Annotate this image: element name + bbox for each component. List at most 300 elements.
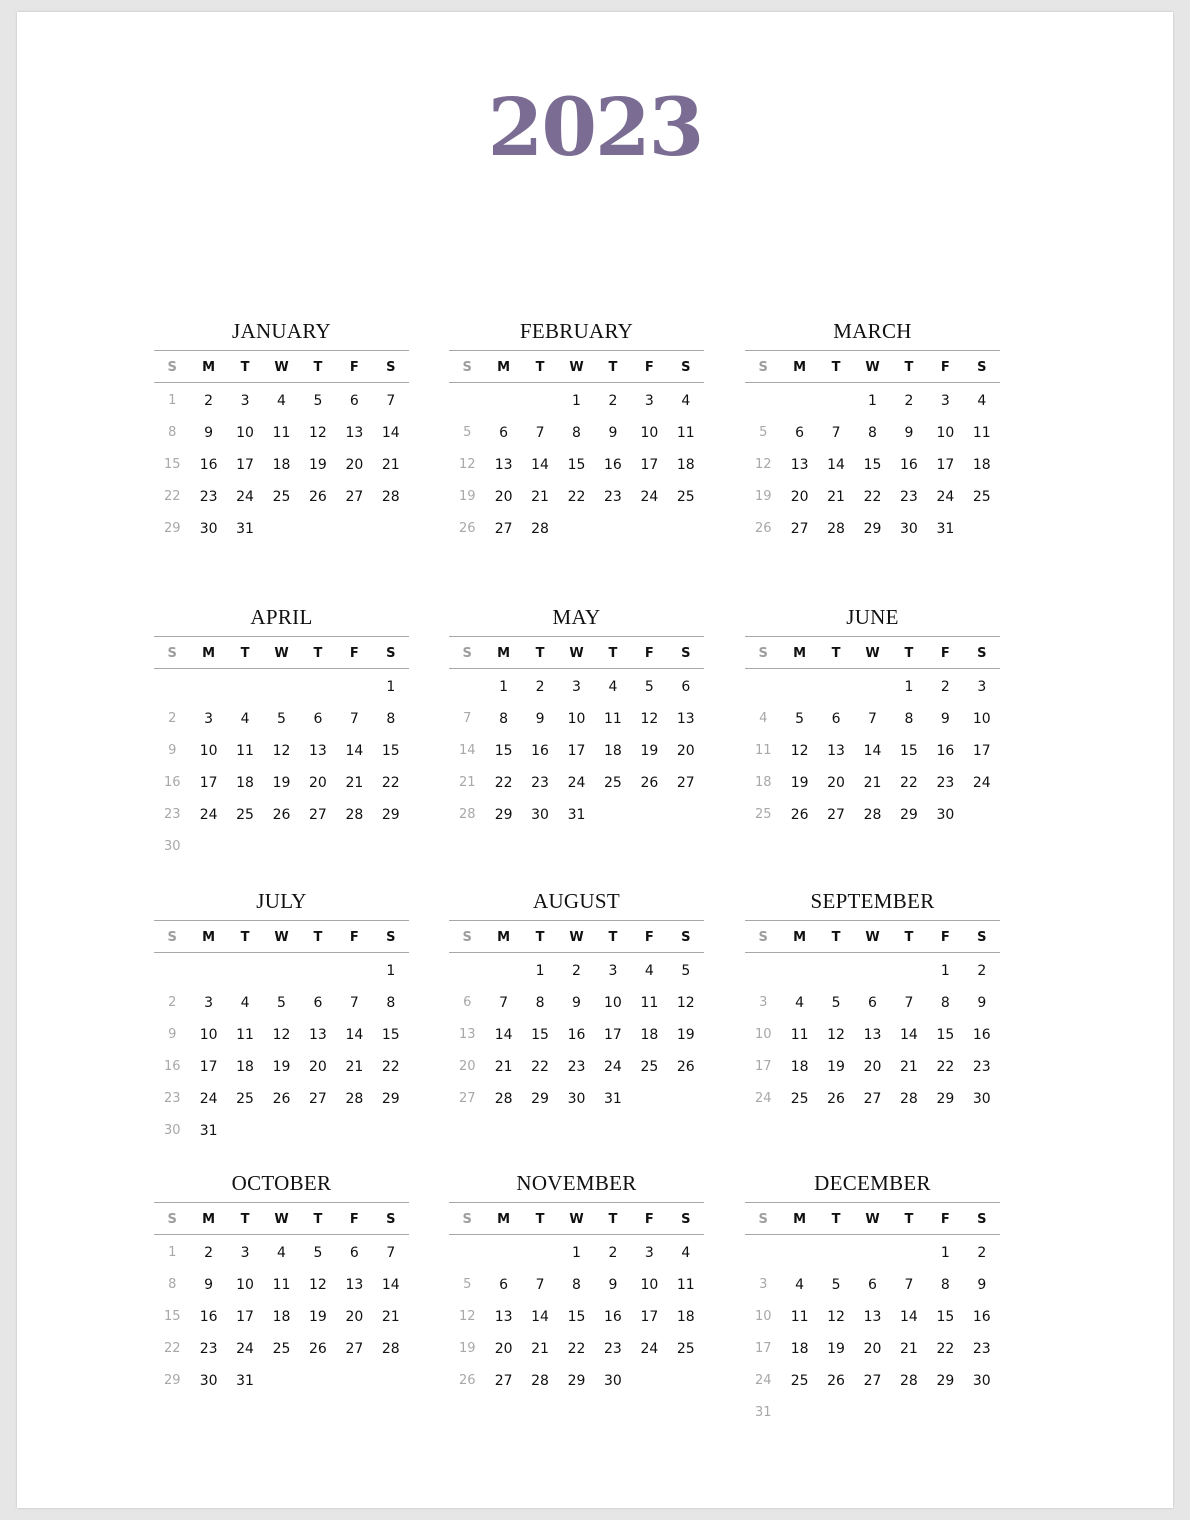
date-cell: 28	[900, 1091, 918, 1107]
date-cell: 15	[567, 1309, 586, 1325]
date-cell: 26	[827, 1091, 845, 1107]
empty-day-cell	[781, 1237, 817, 1269]
date-cell: 3	[204, 711, 214, 727]
date-cell: 11	[972, 425, 991, 441]
month-february	[449, 317, 704, 545]
sunday-date-cell: 23	[163, 1091, 181, 1106]
date-cell: 28	[381, 489, 400, 505]
date-cell: 15	[936, 1309, 955, 1325]
date-cell: 20	[345, 1309, 364, 1325]
date-cell: 3	[572, 679, 581, 695]
date-cell: 15	[936, 1027, 955, 1043]
date-cell: 19	[272, 775, 291, 791]
date-cell: 21	[531, 489, 549, 505]
weekday-header-row	[449, 922, 704, 952]
date-cell: 15	[863, 457, 882, 473]
empty-day-cell	[818, 671, 854, 703]
sunday-date-cell: 19	[458, 1341, 476, 1356]
date-cell: 19	[272, 1059, 291, 1075]
date-cell: 1	[386, 963, 396, 979]
weekday-header: F	[940, 929, 950, 945]
date-cell: 30	[199, 1373, 218, 1389]
date-cell: 29	[381, 807, 400, 823]
month-top-rule	[154, 1202, 409, 1203]
empty-day-cell	[818, 1237, 854, 1269]
date-cell: 25	[272, 1341, 291, 1357]
date-cell: 8	[535, 995, 545, 1011]
month-top-rule	[449, 636, 704, 637]
date-cell: 13	[827, 743, 845, 759]
sunday-date-cell: 9	[168, 1027, 177, 1042]
date-cell: 27	[345, 489, 364, 505]
date-cell: 6	[349, 393, 359, 409]
date-cell: 16	[199, 457, 218, 473]
date-cell: 14	[345, 743, 364, 759]
date-cell: 5	[644, 679, 654, 695]
sunday-date-cell: 5	[759, 425, 768, 440]
sunday-date-cell: 9	[168, 743, 177, 758]
month-title: DECEMBER	[814, 1171, 931, 1195]
date-cell: 16	[972, 1309, 991, 1325]
weekday-header: W	[569, 1211, 584, 1227]
date-cell: 9	[535, 711, 545, 727]
date-cell: 2	[572, 963, 581, 979]
weekday-header: W	[274, 1211, 289, 1227]
date-cell: 19	[790, 775, 809, 791]
sunday-date-cell: 12	[458, 457, 476, 472]
date-cell: 18	[272, 457, 291, 473]
weekday-header: T	[904, 359, 914, 375]
date-cell: 15	[381, 743, 400, 759]
date-cell: 22	[381, 775, 400, 791]
date-cell: 19	[309, 457, 327, 473]
date-cell: 20	[494, 1341, 513, 1357]
empty-day-cell	[263, 671, 299, 703]
date-cell: 7	[499, 995, 509, 1011]
date-cell: 18	[972, 457, 991, 473]
weekday-header: T	[831, 645, 841, 661]
date-cell: 6	[313, 995, 323, 1011]
date-cell: 2	[608, 393, 618, 409]
date-cell: 28	[494, 1091, 513, 1107]
date-cell: 17	[199, 775, 218, 791]
empty-day-cell	[300, 671, 336, 703]
date-cell: 9	[608, 425, 618, 441]
date-cell: 4	[681, 393, 691, 409]
weekday-header: W	[274, 929, 289, 945]
weekday-header-row	[745, 1204, 1000, 1234]
days-grid	[449, 385, 704, 545]
month-top-rule	[154, 636, 409, 637]
date-cell: 11	[790, 1027, 809, 1043]
date-cell: 21	[863, 775, 882, 791]
date-cell: 4	[681, 1245, 691, 1261]
date-cell: 21	[345, 1059, 364, 1075]
empty-day-cell	[781, 385, 817, 417]
date-cell: 29	[567, 1373, 586, 1389]
sunday-date-cell: 3	[759, 995, 768, 1010]
date-cell: 11	[790, 1309, 809, 1325]
date-cell: 23	[604, 489, 622, 505]
weekday-header: T	[904, 929, 914, 945]
date-cell: 6	[349, 1245, 359, 1261]
sunday-date-cell: 19	[754, 489, 772, 504]
date-cell: 10	[640, 425, 659, 441]
weekday-header: T	[240, 1211, 250, 1227]
date-cell: 21	[827, 489, 845, 505]
date-cell: 29	[900, 807, 918, 823]
weekday-header: S	[167, 929, 177, 945]
weekday-header: M	[497, 645, 511, 661]
date-cell: 21	[494, 1059, 513, 1075]
sunday-date-cell: 4	[759, 711, 768, 726]
weekday-header: S	[977, 929, 987, 945]
date-cell: 2	[204, 1245, 214, 1261]
date-cell: 13	[345, 425, 364, 441]
date-cell: 9	[204, 425, 214, 441]
date-cell: 21	[381, 457, 400, 473]
month-november	[449, 1169, 704, 1397]
date-cell: 3	[240, 393, 250, 409]
month-october	[154, 1169, 409, 1397]
empty-day-cell	[781, 955, 817, 987]
date-cell: 1	[904, 679, 914, 695]
sunday-date-cell: 5	[463, 1277, 472, 1292]
weekday-header-row	[154, 352, 409, 382]
sunday-date-cell: 6	[463, 995, 472, 1010]
date-cell: 4	[277, 393, 286, 409]
weekday-header: S	[758, 1211, 768, 1227]
weekday-header: T	[608, 1211, 618, 1227]
weekday-header: T	[240, 359, 250, 375]
date-cell: 16	[604, 1309, 622, 1325]
empty-day-cell	[227, 671, 263, 703]
sunday-date-cell: 8	[168, 425, 177, 440]
date-cell: 13	[494, 457, 513, 473]
date-cell: 3	[204, 995, 214, 1011]
weekday-header: W	[865, 645, 880, 661]
sunday-date-cell: 2	[168, 711, 177, 726]
sunday-date-cell: 1	[168, 1245, 177, 1260]
date-cell: 9	[977, 1277, 987, 1293]
date-cell: 27	[494, 1373, 513, 1389]
weekday-header: W	[569, 645, 584, 661]
weekday-header: F	[644, 1211, 654, 1227]
date-cell: 17	[972, 743, 991, 759]
weekday-header: S	[386, 359, 396, 375]
weekday-header: S	[386, 645, 396, 661]
date-cell: 20	[790, 489, 809, 505]
date-cell: 22	[381, 1059, 400, 1075]
date-cell: 9	[904, 425, 914, 441]
empty-day-cell	[745, 385, 781, 417]
date-cell: 17	[640, 1309, 659, 1325]
empty-day-cell	[891, 955, 927, 987]
date-cell: 15	[900, 743, 918, 759]
date-cell: 30	[972, 1091, 991, 1107]
date-cell: 21	[381, 1309, 400, 1325]
empty-day-cell	[300, 955, 336, 987]
date-cell: 1	[940, 963, 950, 979]
date-cell: 6	[868, 995, 877, 1011]
month-january	[154, 317, 409, 545]
weekday-header: S	[758, 359, 768, 375]
date-cell: 26	[272, 1091, 291, 1107]
date-cell: 3	[644, 1245, 654, 1261]
date-cell: 1	[940, 1245, 950, 1261]
date-cell: 25	[236, 807, 254, 823]
month-title: OCTOBER	[231, 1171, 332, 1195]
days-grid	[745, 385, 1000, 545]
date-cell: 4	[608, 679, 618, 695]
sunday-date-cell: 25	[754, 807, 772, 822]
date-cell: 5	[831, 1277, 841, 1293]
date-cell: 11	[272, 425, 291, 441]
date-cell: 20	[863, 1059, 882, 1075]
weekday-header: M	[497, 929, 511, 945]
date-cell: 4	[795, 995, 805, 1011]
weekday-header: F	[349, 645, 359, 661]
date-cell: 9	[940, 711, 950, 727]
date-cell: 29	[863, 521, 882, 537]
empty-day-cell	[818, 955, 854, 987]
date-cell: 3	[977, 679, 987, 695]
weekday-header-row	[449, 1204, 704, 1234]
month-title: JUNE	[846, 605, 899, 629]
date-cell: 14	[900, 1027, 918, 1043]
date-cell: 17	[640, 457, 659, 473]
date-cell: 27	[790, 521, 809, 537]
sunday-date-cell: 27	[458, 1091, 476, 1106]
date-cell: 4	[795, 1277, 805, 1293]
date-cell: 14	[381, 425, 400, 441]
date-cell: 10	[604, 995, 622, 1011]
weekday-header: F	[349, 929, 359, 945]
weekday-header: M	[202, 645, 216, 661]
date-cell: 19	[827, 1059, 845, 1075]
empty-day-cell	[522, 1237, 558, 1269]
date-cell: 20	[494, 489, 513, 505]
date-cell: 14	[531, 457, 549, 473]
weekday-header-row	[154, 922, 409, 952]
date-cell: 12	[790, 743, 809, 759]
month-header-rule	[449, 382, 704, 383]
date-cell: 2	[977, 963, 987, 979]
weekday-header: S	[977, 359, 987, 375]
date-cell: 12	[640, 711, 659, 727]
date-cell: 12	[272, 743, 291, 759]
empty-day-cell	[485, 955, 521, 987]
date-cell: 31	[936, 521, 955, 537]
date-cell: 20	[827, 775, 845, 791]
date-cell: 7	[535, 425, 545, 441]
date-cell: 26	[640, 775, 659, 791]
month-header-rule	[745, 668, 1000, 669]
date-cell: 1	[386, 679, 396, 695]
sunday-date-cell: 15	[163, 457, 181, 472]
date-cell: 13	[309, 1027, 327, 1043]
date-cell: 10	[236, 425, 254, 441]
sunday-date-cell: 8	[168, 1277, 177, 1292]
date-cell: 30	[567, 1091, 586, 1107]
sunday-date-cell: 10	[754, 1309, 772, 1324]
date-cell: 5	[831, 995, 841, 1011]
date-cell: 10	[567, 711, 586, 727]
date-cell: 20	[309, 1059, 327, 1075]
date-cell: 26	[676, 1059, 695, 1075]
days-grid	[154, 1237, 409, 1397]
date-cell: 7	[831, 425, 841, 441]
weekday-header: T	[240, 645, 250, 661]
date-cell: 7	[349, 711, 359, 727]
date-cell: 12	[309, 1277, 327, 1293]
date-cell: 28	[900, 1373, 918, 1389]
empty-day-cell	[336, 955, 372, 987]
sunday-date-cell: 30	[163, 1123, 181, 1138]
date-cell: 20	[345, 457, 364, 473]
date-cell: 6	[795, 425, 805, 441]
weekday-header: W	[274, 359, 289, 375]
date-cell: 16	[900, 457, 918, 473]
month-header-rule	[745, 1234, 1000, 1235]
sunday-date-cell: 1	[168, 393, 177, 408]
date-cell: 25	[676, 489, 695, 505]
date-cell: 19	[640, 743, 659, 759]
date-cell: 28	[345, 1091, 364, 1107]
date-cell: 3	[240, 1245, 250, 1261]
date-cell: 24	[199, 1091, 218, 1107]
month-title: AUGUST	[533, 889, 620, 913]
date-cell: 9	[608, 1277, 618, 1293]
date-cell: 16	[531, 743, 549, 759]
date-cell: 24	[604, 1059, 622, 1075]
weekday-header: F	[940, 1211, 950, 1227]
date-cell: 19	[827, 1341, 845, 1357]
weekday-header: S	[758, 645, 768, 661]
date-cell: 5	[795, 711, 805, 727]
date-cell: 20	[309, 775, 327, 791]
sunday-date-cell: 12	[458, 1309, 476, 1324]
date-cell: 22	[494, 775, 513, 791]
sunday-date-cell: 19	[458, 489, 476, 504]
date-cell: 27	[676, 775, 695, 791]
sunday-date-cell: 17	[754, 1341, 772, 1356]
date-cell: 30	[604, 1373, 622, 1389]
date-cell: 28	[345, 807, 364, 823]
date-cell: 31	[236, 521, 254, 537]
date-cell: 1	[572, 1245, 581, 1261]
date-cell: 27	[345, 1341, 364, 1357]
date-cell: 13	[676, 711, 695, 727]
weekday-header: S	[462, 359, 472, 375]
month-title: MARCH	[833, 319, 912, 343]
date-cell: 2	[608, 1245, 618, 1261]
days-grid	[745, 955, 1000, 1115]
sunday-date-cell: 29	[163, 521, 181, 536]
date-cell: 6	[681, 679, 691, 695]
days-grid	[154, 385, 409, 545]
date-cell: 11	[272, 1277, 291, 1293]
month-title: FEBRUARY	[519, 319, 634, 343]
date-cell: 13	[863, 1309, 882, 1325]
date-cell: 31	[199, 1123, 218, 1139]
date-cell: 14	[494, 1027, 513, 1043]
weekday-header: M	[497, 1211, 511, 1227]
date-cell: 24	[236, 489, 254, 505]
date-cell: 26	[827, 1373, 845, 1389]
date-cell: 15	[381, 1027, 400, 1043]
month-march	[745, 317, 1000, 545]
date-cell: 15	[531, 1027, 549, 1043]
date-cell: 27	[309, 1091, 327, 1107]
date-cell: 25	[790, 1091, 809, 1107]
empty-day-cell	[854, 1237, 890, 1269]
date-cell: 1	[868, 393, 877, 409]
empty-day-cell	[818, 385, 854, 417]
date-cell: 16	[936, 743, 955, 759]
weekday-header: T	[313, 645, 323, 661]
year-title: 2023	[487, 80, 703, 174]
date-cell: 22	[567, 1341, 586, 1357]
month-top-rule	[449, 350, 704, 351]
month-title: JULY	[256, 889, 307, 913]
weekday-header: M	[497, 359, 511, 375]
weekday-header-row	[154, 638, 409, 668]
weekday-header: S	[977, 645, 987, 661]
month-top-rule	[745, 920, 1000, 921]
date-cell: 25	[790, 1373, 809, 1389]
month-september	[745, 887, 1000, 1115]
date-cell: 15	[567, 457, 586, 473]
sunday-date-cell: 20	[458, 1059, 476, 1074]
days-grid	[449, 671, 704, 831]
month-title: APRIL	[250, 605, 313, 629]
days-grid	[745, 1237, 1000, 1429]
date-cell: 19	[309, 1309, 327, 1325]
sunday-date-cell: 16	[163, 1059, 181, 1074]
date-cell: 18	[790, 1341, 809, 1357]
month-header-rule	[154, 1234, 409, 1235]
date-cell: 25	[676, 1341, 695, 1357]
weekday-header: S	[386, 1211, 396, 1227]
date-cell: 27	[863, 1373, 882, 1389]
month-title: JANUARY	[232, 319, 331, 343]
date-cell: 24	[936, 489, 955, 505]
empty-day-cell	[190, 671, 226, 703]
weekday-header: M	[793, 645, 807, 661]
empty-day-cell	[854, 955, 890, 987]
sunday-date-cell: 5	[463, 425, 472, 440]
month-header-rule	[154, 952, 409, 953]
month-june	[745, 603, 1000, 831]
date-cell: 23	[199, 489, 218, 505]
empty-day-cell	[154, 955, 190, 987]
date-cell: 2	[535, 679, 545, 695]
date-cell: 4	[277, 1245, 286, 1261]
weekday-header: S	[462, 645, 472, 661]
date-cell: 24	[567, 775, 586, 791]
weekday-header: F	[644, 645, 654, 661]
date-cell: 31	[236, 1373, 254, 1389]
date-cell: 6	[831, 711, 841, 727]
weekday-header: S	[681, 645, 691, 661]
date-cell: 17	[936, 457, 955, 473]
date-cell: 11	[676, 425, 695, 441]
date-cell: 4	[977, 393, 987, 409]
date-cell: 5	[277, 995, 286, 1011]
date-cell: 3	[940, 393, 950, 409]
date-cell: 22	[900, 775, 918, 791]
